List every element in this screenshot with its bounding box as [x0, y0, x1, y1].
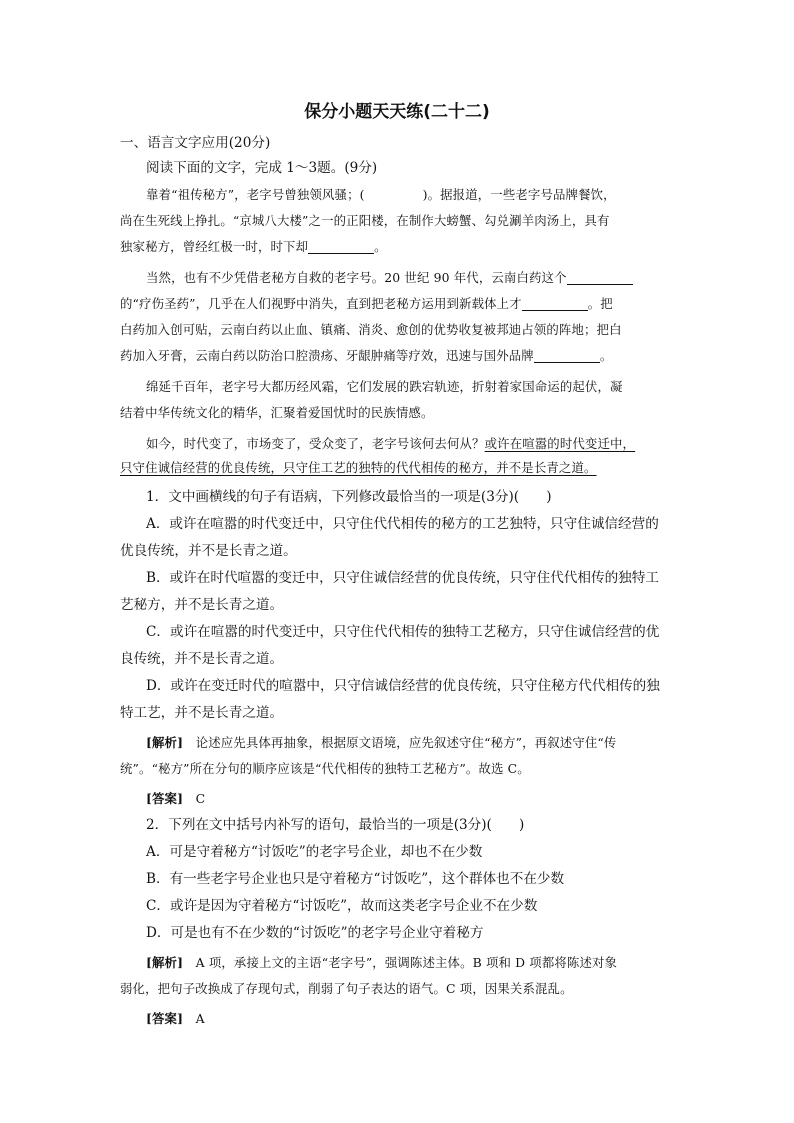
q1-option-c-line2: 良传统，并不是长青之道。 — [120, 651, 284, 667]
fill-blank — [534, 348, 600, 363]
q1-answer — [146, 789, 706, 809]
fill-blank — [308, 239, 374, 254]
passage-text: 的“疗伤圣药”，几乎在人们视野中消失，直到把老秘方运用到新载体上才 — [120, 296, 522, 311]
q1-analysis-line2: 统”。“秘方”所在分句的顺序应该是“代代相传的独特工艺秘方”。故选 C。 — [120, 761, 530, 776]
analysis-text: A 项，承接上文的主语“老字号”，强调陈述主体。B 项和 D 项都将陈述对象 — [195, 955, 618, 970]
q1-option-a-line1: A．或许在喧嚣的时代变迁中，只守住代代相传的秘方的工艺独特，只守住诚信经营的 — [146, 516, 659, 532]
question-2-stem: 2．下列在文中括号内补写的语句，最恰当的一项是(3分)( ) — [146, 817, 525, 833]
fill-blank — [522, 296, 588, 311]
passage-p2-line2 — [120, 294, 680, 314]
answer-value: A — [195, 1011, 205, 1026]
analysis-text: 论述应先具体再抽象，根据原文语境，应先叙述守住“秘方”，再叙述守住“传 — [195, 735, 617, 750]
passage-text: 药加入牙膏，云南白药以防治口腔溃疡、牙龈肿痛等疗效，迅速与国外品牌 — [120, 348, 534, 363]
answer-label: [答案] — [146, 791, 184, 806]
q1-option-d-line1: D．或许在变迁时代的喧嚣中，只守信诚信经营的优良传统，只守住秘方代代相传的独 — [146, 678, 660, 694]
q1-option-b-line1: B．或许在时代喧嚣的变迁中，只守住诚信经营的优良传统，只守住代代相传的独特工 — [146, 570, 659, 586]
page-title: 保分小题天天练(二十二) — [304, 102, 490, 122]
q2-option-b: B．有一些老字号企业也只是守着秘方“讨饭吃”，这个群体也不在少数 — [146, 871, 565, 887]
answer-value: C — [195, 791, 206, 806]
q1-option-d-line2: 特工艺，并不是长青之道。 — [120, 705, 284, 721]
passage-text: 靠着“祖传秘方”，老字号曾独领风骚；( — [146, 187, 365, 202]
passage-text: )。据报道，一些老字号品牌餐饮， — [422, 187, 616, 202]
question-1-stem: 1．文中画横线的句子有语病，下列修改最恰当的一项是(3分)( ) — [146, 489, 552, 505]
passage-p1-line1 — [146, 185, 706, 205]
passage-p4-line1 — [146, 434, 706, 454]
analysis-label: [解析] — [146, 735, 184, 750]
q2-analysis-line1 — [146, 953, 706, 973]
q1-option-c-line1: C．或许在喧嚣的时代变迁中，只守住代代相传的独特工艺秘方，只守住诚信经营的优 — [146, 624, 660, 640]
passage-text: 。把 — [587, 296, 613, 311]
analysis-label: [解析] — [146, 955, 184, 970]
q2-option-d: D．可是也有不在少数的“讨饭吃”的老字号企业守着秘方 — [146, 925, 484, 941]
q2-analysis-line2: 弱化，把句子改换成了存现句式，削弱了句子表达的语气。C 项，因果关系混乱。 — [120, 981, 573, 996]
passage-p1-line2: 尚在生死线上挣扎。“京城八大楼”之一的正阳楼，在制作大螃蟹、勾兑涮羊肉汤上，具有 — [120, 213, 610, 228]
passage-p1-line3 — [120, 237, 680, 257]
reading-instruction: 阅读下面的文字，完成 1～3题。(9分) — [146, 160, 378, 176]
passage-p3-line2: 结着中华传统文化的精华，汇聚着爱国忧时的民族情感。 — [120, 405, 434, 420]
q1-option-a-line2: 优良传统，并不是长青之道。 — [120, 543, 297, 559]
passage-p2-line4 — [120, 346, 680, 366]
underlined-sentence: 或许在喧嚣的时代变迁中， — [484, 436, 636, 451]
passage-p3-line1: 绵延千百年，老字号大都历经风霜，它们发展的跌宕轨迹，折射着家国命运的起伏，凝 — [146, 379, 623, 394]
passage-p2-line1 — [146, 268, 706, 288]
passage-text: 如今，时代变了，市场变了，受众变了，老字号该何去何从？ — [146, 436, 485, 451]
answer-label: [答案] — [146, 1011, 184, 1026]
fill-blank — [567, 270, 633, 285]
q2-option-a: A．可是守着秘方“讨饭吃”的老字号企业，却也不在少数 — [146, 844, 483, 860]
q2-answer — [146, 1009, 706, 1029]
passage-text: 。 — [599, 348, 613, 363]
passage-p2-line3: 白药加入创可贴，云南白药以止血、镇痛、消炎、愈创的优势收复被邦迪占领的阵地；把白 — [120, 322, 622, 337]
passage-text: 当然，也有不少凭借老秘方自救的老字号。20 世纪 90 年代，云南白药这个 — [146, 270, 567, 285]
q1-analysis-line1 — [146, 733, 706, 753]
underlined-sentence-line2: 只守住诚信经营的优良传统，只守住工艺的独特的代代相传的秘方，并不是长青之道。 — [120, 460, 597, 475]
passage-text: 。 — [374, 239, 387, 254]
q1-option-b-line2: 艺秘方，并不是长青之道。 — [120, 597, 284, 613]
passage-text: 独家秘方，曾经红极一时，时下却 — [120, 239, 309, 254]
q2-option-c: C．或许是因为守着秘方“讨饭吃”，故而这类老字号企业不在少数 — [146, 898, 538, 914]
section-heading: 一、语言文字应用(20分) — [120, 135, 271, 151]
